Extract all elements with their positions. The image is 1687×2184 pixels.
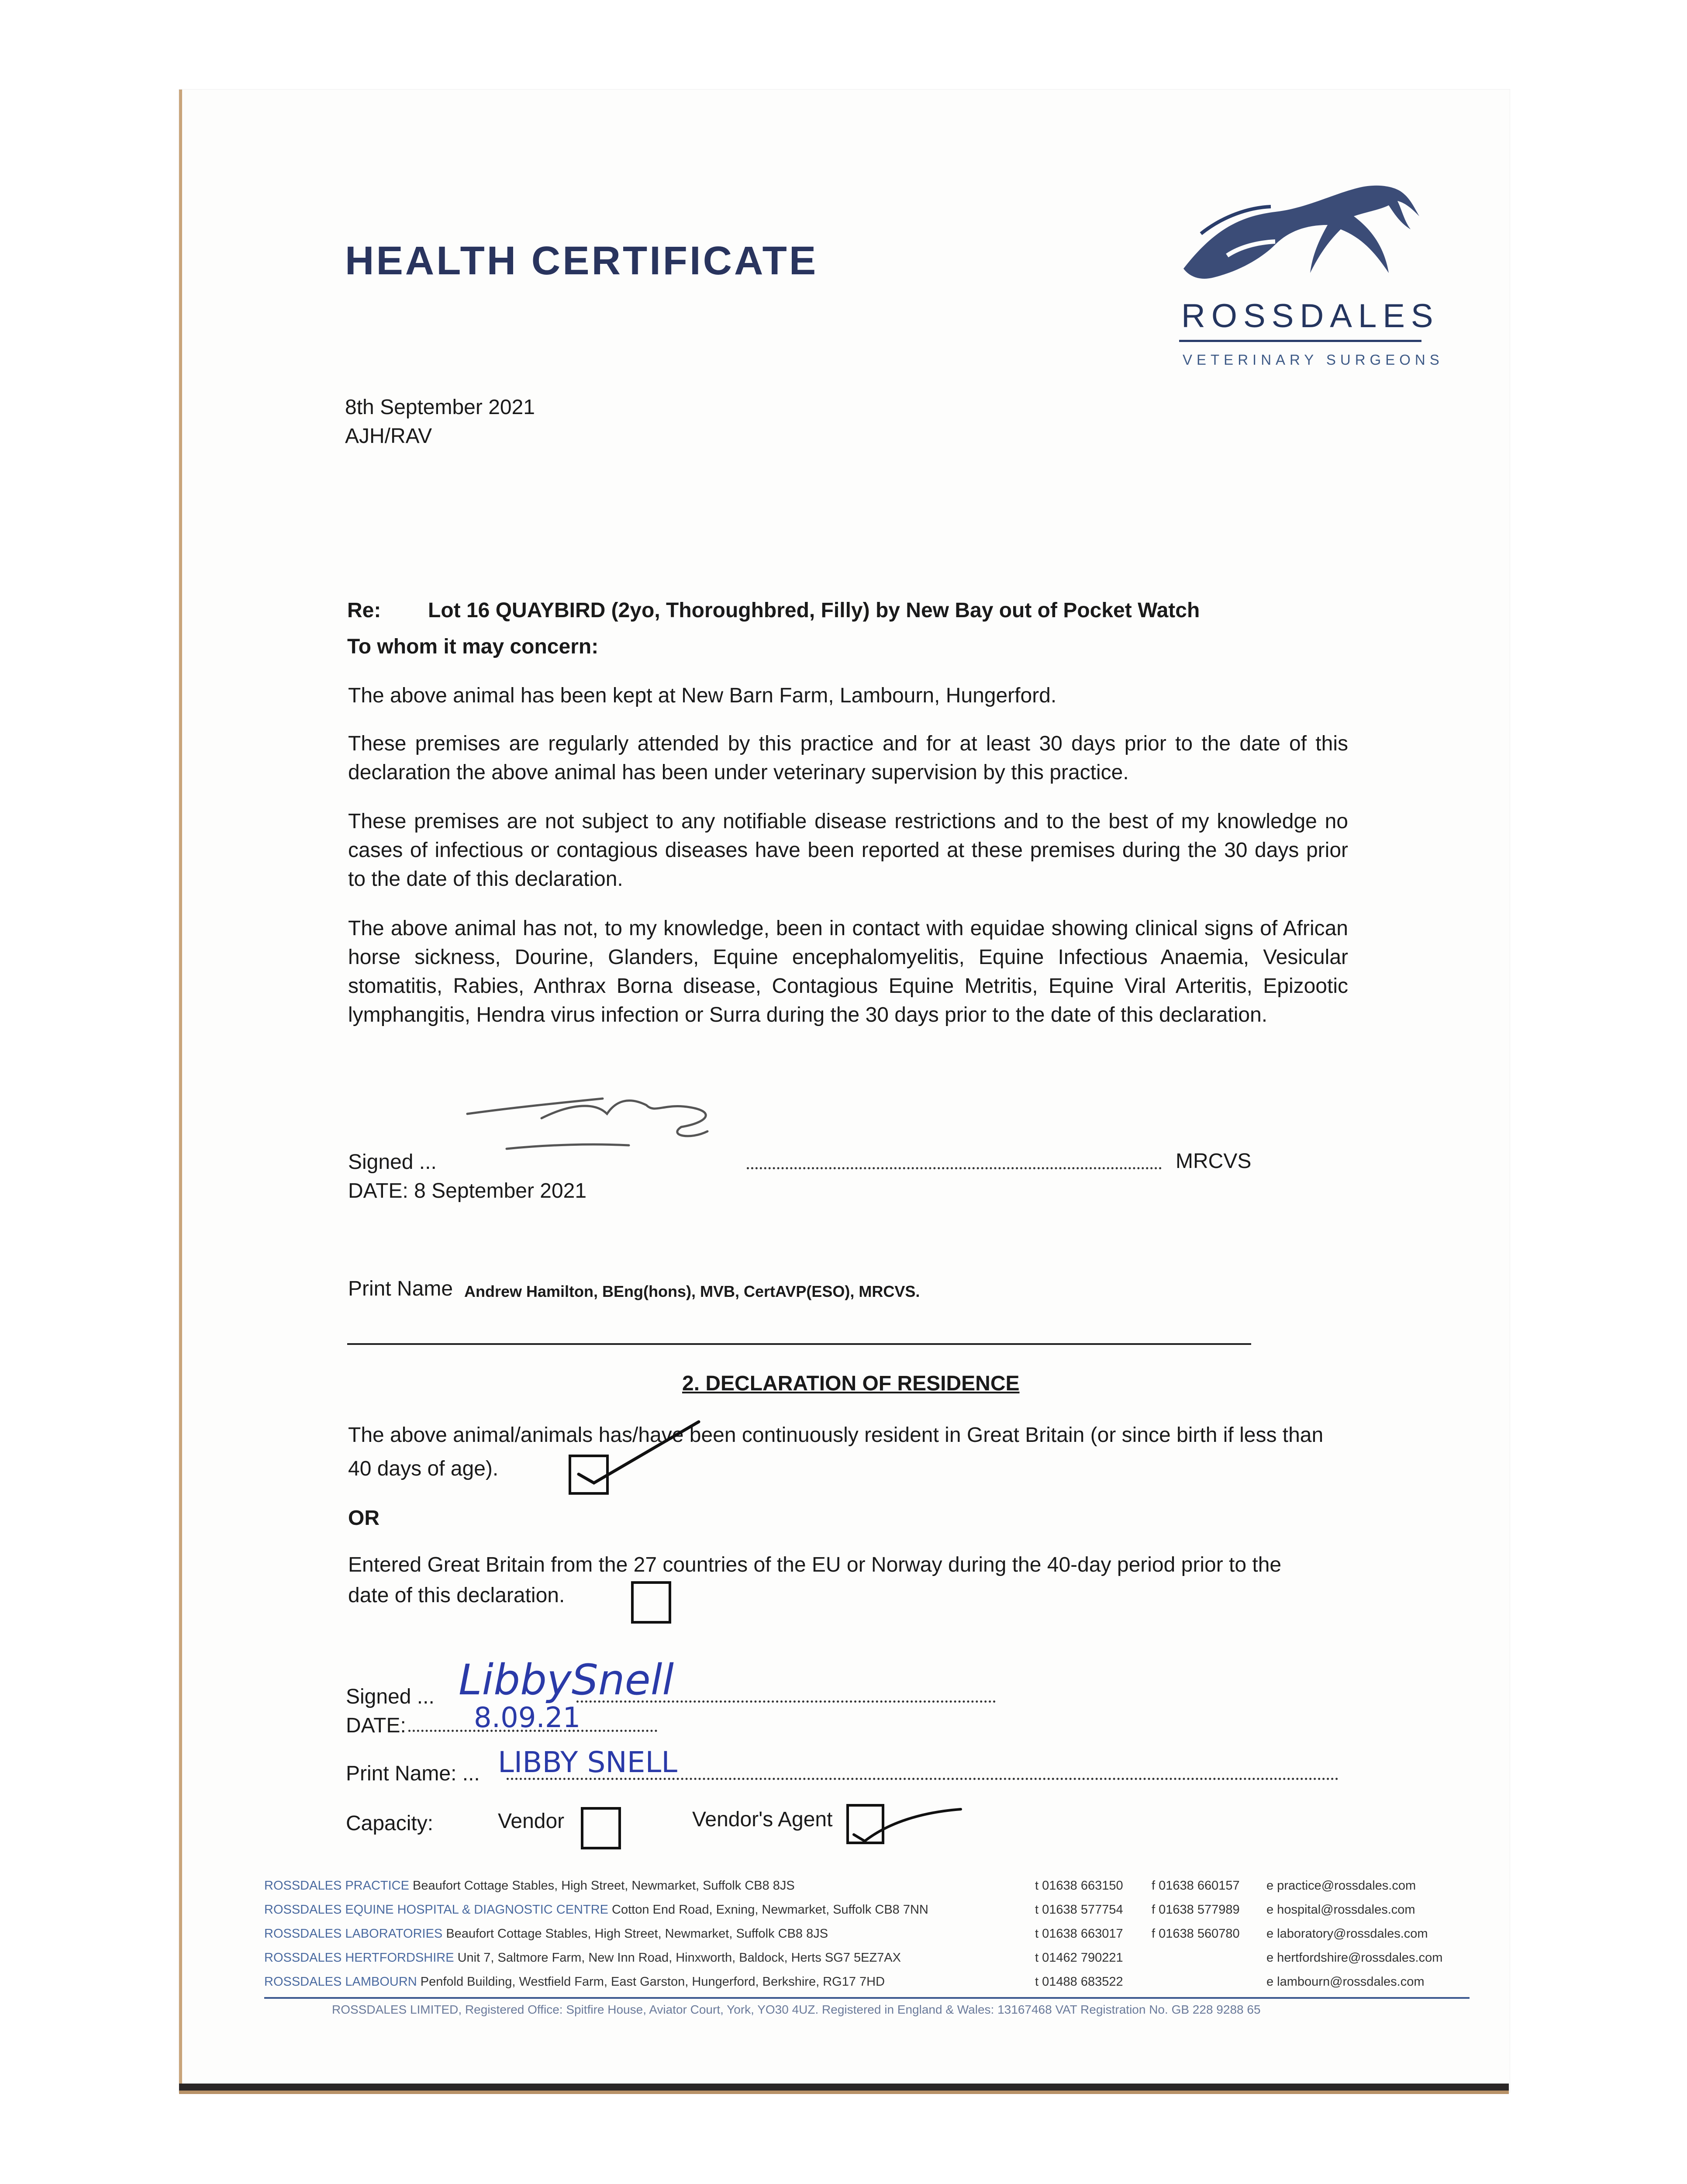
footer-email: e laboratory@rossdales.com [1266,1927,1428,1941]
footer-phone: t 01638 663017 [1035,1927,1123,1941]
vet-print-name: Andrew Hamilton, BEng(hons), MVB, CertAVP(ESO), MRCVS. [464,1282,920,1300]
page-title: HEALTH CERTIFICATE [345,238,818,283]
declaration-heading: 2. DECLARATION OF RESIDENCE [682,1372,1020,1395]
entered-gb-checkbox[interactable] [631,1581,671,1624]
or-label: OR [348,1507,379,1530]
brand-subtitle: VETERINARY SURGEONS [1183,352,1444,368]
vet-print-name-label: Print Name [348,1277,453,1300]
brand-name: ROSSDALES [1181,297,1439,335]
footer-row: ROSSDALES PRACTICE Beaufort Cottage Stables, High Street, Newmarket, Suffolk CB8 8JS [264,1879,795,1893]
footer-fax: f 01638 560780 [1152,1927,1240,1941]
paragraph-premises: The above animal has been kept at New Barn Farm, Lambourn, Hungerford. [348,684,1057,707]
vet-date: DATE: 8 September 2021 [348,1179,587,1203]
footer-email: e hospital@rossdales.com [1266,1903,1415,1917]
option2-text-line2: date of this declaration. [348,1584,565,1607]
document-page [179,90,1510,2092]
agent-check-mark-icon [845,1800,967,1852]
capacity-label: Capacity: [346,1812,434,1835]
vet-mrcvs-label: MRCVS [1176,1150,1252,1173]
page-bottom-edge-tan [179,2091,1509,2094]
vendor-print-name-label: Print Name: ... [346,1762,480,1785]
letter-reference: AJH/RAV [345,425,432,448]
footer-phone: t 01638 577754 [1035,1903,1123,1917]
re-label: Re: [347,599,381,622]
vendor-signed-label: Signed ... [346,1685,435,1708]
vendor-option-label: Vendor [498,1810,565,1833]
footer-row: ROSSDALES LAMBOURN Penfold Building, Westfield Farm, East Garston, Hungerford, Berkshire, RG17 7HD [264,1975,885,1989]
footer-row: ROSSDALES LABORATORIES Beaufort Cottage Stables, High Street, Newmarket, Suffolk CB8 8JS [264,1927,828,1941]
vendor-checkbox[interactable] [581,1807,621,1849]
footer-email: e hertfordshire@rossdales.com [1266,1951,1443,1965]
resident-check-mark-icon [568,1417,707,1496]
vendor-date: 8.09.21 [474,1702,581,1734]
footer-fax: f 01638 577989 [1152,1903,1240,1917]
section-divider [347,1343,1251,1345]
salutation: To whom it may concern: [347,635,599,658]
footer-fax: f 01638 660157 [1152,1879,1240,1893]
re-lot-description: Lot 16 QUAYBIRD (2yo, Thoroughbred, Filly) by New Bay out of Pocket Watch [428,599,1200,622]
page-bottom-edge [179,2084,1509,2091]
footer-phone: t 01488 683522 [1035,1975,1123,1989]
agent-option-label: Vendor's Agent [692,1808,833,1831]
footer-email: e lambourn@rossdales.com [1266,1975,1425,1989]
option1-text-line2: 40 days of age). [348,1457,499,1480]
option2-text-line1: Entered Great Britain from the 27 countries of the EU or Norway during the 40-day period prior to the [348,1553,1282,1576]
footer-divider [264,1997,1470,1999]
vet-signature-scribble [463,1088,734,1162]
footer-phone: t 01638 663150 [1035,1879,1123,1893]
footer-row: ROSSDALES HERTFORDSHIRE Unit 7, Saltmore Farm, New Inn Road, Hinxworth, Baldock, Herts SG7 5EZ7AX [264,1951,901,1965]
horse-logo-icon [1175,168,1419,295]
vendor-print-name: LIBBY SNELL [498,1745,677,1779]
paragraph-contact: The above animal has not, to my knowledge, been in contact with equidae showing clinical signs of African horse sickness, Dourine, Glanders, Equine encephalomyelitis, Equine Infectious Anaemia, Vesicular stomatitis, Rabies, Anthrax Borna disease, Contagious Equine Metritis, Equine Viral Arteritis, Epizootic lymphangitis, Hendra virus infection or Surra during the 30 days prior to the date of this declaration. [348,917,1348,1026]
paragraph-supervision: These premises are regularly attended by this practice and for at least 30 days prior to the date of this declaration the above animal has been under veterinary supervision by this practice. [348,732,1348,784]
footer-registration: ROSSDALES LIMITED, Registered Office: Spitfire House, Aviator Court, York, YO30 4UZ. Registered in England & Wales: 13167468 VAT Registration No. GB 228 9288 65 [332,2003,1261,2016]
brand-divider [1179,340,1421,342]
paragraph-restrictions: These premises are not subject to any notifiable disease restrictions and to the best of my knowledge no cases of infectious or contagious diseases have been reported at these premises during the 30 days prior to the date of this declaration. [348,810,1348,891]
footer-phone: t 01462 790221 [1035,1951,1123,1965]
vendor-signature: LibbySnell [459,1655,674,1704]
footer-row: ROSSDALES EQUINE HOSPITAL & DIAGNOSTIC CENTRE Cotton End Road, Exning, Newmarket, Suffolk CB8 7NN [264,1903,928,1917]
vet-signed-label: Signed ... [348,1151,437,1174]
option1-text-line1: The above animal/animals has/have been continuously resident in Great Britain (or since birth if less than [348,1424,1324,1447]
letter-date: 8th September 2021 [345,396,535,419]
footer-email: e practice@rossdales.com [1266,1879,1416,1893]
vet-signature-line [747,1167,1162,1169]
vendor-date-label: DATE: [346,1714,406,1737]
